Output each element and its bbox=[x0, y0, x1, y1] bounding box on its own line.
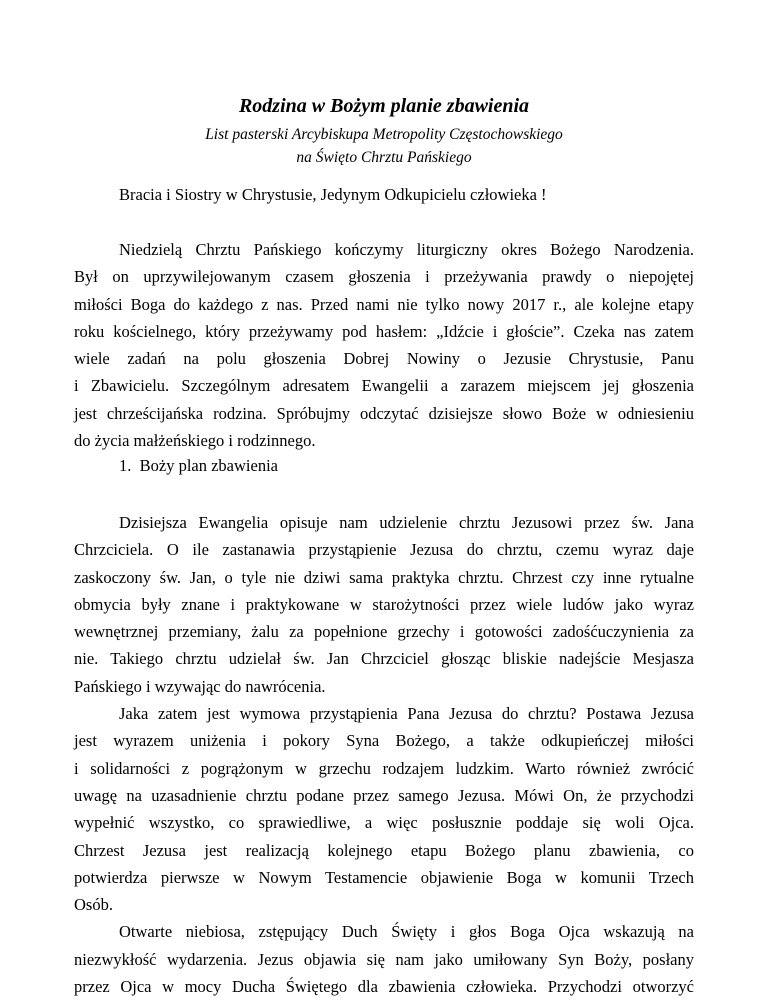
text-line: potwierdza pierwsze w Nowym Testamencie objawienie Boga w komunii Trzech bbox=[74, 867, 694, 887]
document-title: Rodzina w Bożym planie zbawienia bbox=[238, 95, 530, 117]
subtitle-line: na Święto Chrztu Pańskiego bbox=[296, 149, 472, 166]
greeting: Bracia i Siostry w Chrystusie, Jedynym Odkupicielu człowieka ! bbox=[119, 185, 547, 204]
text-line: jest chrześcijańska rodzina. Spróbujmy odczytać dzisiejsze słowo Boże w odniesieniu bbox=[74, 403, 694, 423]
text-line: Otwarte niebiosa, zstępujący Duch Święty i głos Boga Ojca wskazują na bbox=[119, 922, 694, 942]
text-line: jest wyrazem uniżenia i pokory Syna Bożego, a także odkupieńczej miłości bbox=[74, 731, 694, 751]
section-title: Boży plan zbawienia bbox=[139, 456, 278, 475]
text-line: wiele zadań na polu głoszenia Dobrej Nowiny o Jezusie Chrystusie, Panu bbox=[74, 349, 694, 369]
section-number: 1. bbox=[119, 456, 132, 475]
text-line: do życia małżeńskiego i rodzinnego. bbox=[74, 431, 316, 451]
text-line: Osób. bbox=[74, 895, 113, 915]
text-line: nie. Takiego chrztu udzielał św. Jan Chrzciciel głosząc bliskie nadejście Mesjasza bbox=[74, 649, 694, 669]
text-line: miłości Boga do każdego z nas. Przed nami nie tylko nowy 2017 r., ale kolejne etapy bbox=[74, 294, 694, 314]
text-line: niezwykłość wydarzenia. Jezus objawia się nam jako umiłowany Syn Boży, posłany bbox=[74, 949, 694, 969]
text-line: wypełnić wszystko, co sprawiedliwe, a więc posłusznie poddaje się woli Ojca. bbox=[74, 813, 694, 833]
document-subtitle bbox=[0, 123, 768, 169]
text-line: roku kościelnego, który przeżywamy pod hasłem: „Idźcie i głoście”. Czeka nas zatem bbox=[74, 321, 694, 341]
section-heading bbox=[119, 454, 278, 478]
text-line: uwagę na uzasadnienie chrztu podane przez samego Jezusa. Mówi On, że przychodzi bbox=[74, 785, 694, 805]
text-line: Niedzielą Chrztu Pańskiego kończymy liturgiczny okres Bożego Narodzenia. bbox=[119, 240, 694, 259]
intro-paragraph bbox=[74, 236, 694, 454]
text-line: Dzisiejsza Ewangelia opisuje nam udzielenie chrztu Jezusowi przez św. Jana bbox=[119, 513, 694, 532]
body-paragraphs bbox=[74, 509, 694, 1000]
text-line: Pańskiego i wzywając do nawrócenia. bbox=[74, 676, 326, 696]
text-line: zaskoczony św. Jan, o tyle nie dziwi sama praktyka chrztu. Chrzest czy inne rytualne bbox=[74, 567, 694, 587]
text-line: Chrzciciela. O ile zastanawia przystąpienie Jezusa do chrztu, czemu wyraz daje bbox=[74, 540, 694, 560]
text-line: wewnętrznej przemiany, żalu za popełnione grzechy i gotowości zadośćuczynienia za bbox=[74, 622, 694, 642]
text-line: Jaka zatem jest wymowa przystąpienia Pana Jezusa do chrztu? Postawa Jezusa bbox=[119, 704, 694, 724]
text-line: Był on uprzywilejowanym czasem głoszenia i przeżywania prawdy o niepojętej bbox=[74, 267, 694, 287]
text-line: i solidarności z pogrążonym w grzechu rodzajem ludzkim. Warto również zwrócić bbox=[74, 758, 694, 778]
text-line: przez Ojca w mocy Ducha Świętego dla zbawienia człowieka. Przychodzi otworzyć bbox=[74, 977, 694, 997]
subtitle-line: List pasterski Arcybiskupa Metropolity Częstochowskiego bbox=[205, 126, 563, 143]
text-line: obmycia były znane i praktykowane w starożytności przez wiele ludów jako wyraz bbox=[74, 594, 694, 614]
text-line: Chrzest Jezusa jest realizacją kolejnego etapu Bożego planu zbawienia, co bbox=[74, 840, 694, 860]
text-line: i Zbawicielu. Szczególnym adresatem Ewangelii a zarazem miejscem jej głoszenia bbox=[74, 376, 694, 396]
